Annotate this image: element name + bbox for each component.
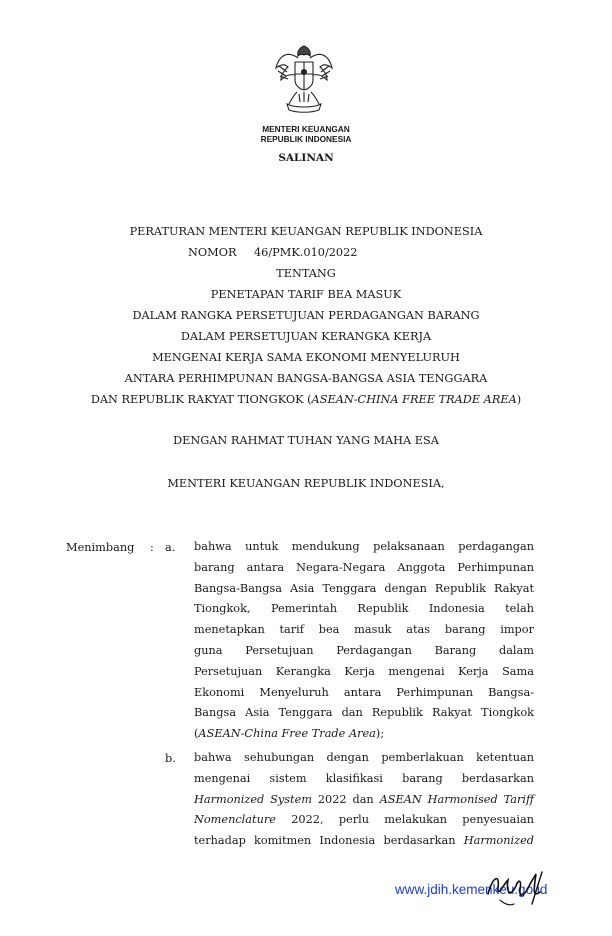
item-a-line: Bangsa Asia Tenggara dan Republik Rakyat Tiongkok <box>194 706 534 720</box>
item-a-line: Bangsa-Bangsa Asia Tenggara dengan Republik Rakyat <box>194 581 534 595</box>
ministry-country: REPUBLIK INDONESIA <box>260 134 352 144</box>
item-a-line: menetapkan tarif bea masuk atas barang impor <box>194 623 534 637</box>
item-b-line: mengenai sistem klasifikasi barang berdasarkan <box>194 771 534 785</box>
item-a-line: Persetujuan Kerangka Kerja mengenai Kerja Sama <box>194 664 534 678</box>
nomor-value: 46/PMK.010/2022 <box>254 246 358 259</box>
item-a-line: barang antara Negara-Negara Anggota Perhimpunan <box>194 560 534 574</box>
subject-line: DALAM RANGKA PERSETUJUAN PERDAGANGAN BARANG <box>132 309 480 322</box>
subject-line: DALAM PERSETUJUAN KERANGKA KERJA <box>180 330 432 343</box>
item-b-line: Harmonized System 2022 dan ASEAN Harmonised Tariff <box>194 792 534 806</box>
item-a-line: bahwa untuk mendukung pelaksanaan perdagangan <box>194 540 534 553</box>
subject-line: MENGENAI KERJA SAMA EKONOMI MENYELURUH <box>152 351 460 364</box>
tentang-label: TENTANG <box>276 267 336 280</box>
menimbang-colon: : <box>150 541 154 554</box>
subject-line: PENETAPAN TARIF BEA MASUK <box>210 288 402 301</box>
subject-line: ANTARA PERHIMPUNAN BANGSA-BANGSA ASIA TENGGARA <box>124 372 488 385</box>
item-a-marker: a. <box>165 541 176 554</box>
subject-line-last: DAN REPUBLIK RAKYAT TIONGKOK (ASEAN-CHINA FREE TRADE AREA) <box>90 393 522 406</box>
item-a-line: Ekonomi Menyeluruh antara Perhimpunan Bangsa- <box>194 685 534 699</box>
signature-mark <box>470 864 560 912</box>
ministry-name: MENTERI KEUANGAN <box>262 124 350 134</box>
item-b-line: terhadap komitmen Indonesia berdasarkan Harmonized <box>194 834 534 848</box>
regulation-title: PERATURAN MENTERI KEUANGAN REPUBLIK INDONESIA <box>129 225 483 238</box>
garuda-emblem-icon <box>273 42 335 114</box>
menimbang-label: Menimbang <box>66 541 135 554</box>
salinan-label: SALINAN <box>278 152 334 164</box>
item-b-line: bahwa sehubungan dengan pemberlakuan ketentuan <box>194 751 534 764</box>
acfta-italic: ASEAN-CHINA FREE TRADE AREA <box>311 393 517 406</box>
rahmat-line: DENGAN RAHMAT TUHAN YANG MAHA ESA <box>173 434 439 447</box>
jdih-website-link[interactable]: www.jdih.kemenkeu.go.id <box>395 882 548 897</box>
item-b-marker: b. <box>165 752 176 765</box>
item-a-line: guna Persetujuan Perdagangan Barang dalam <box>194 643 534 657</box>
item-a-text <box>194 537 534 745</box>
item-b-text <box>194 748 534 852</box>
menteri-line: MENTERI KEUANGAN REPUBLIK INDONESIA, <box>167 477 445 490</box>
item-a-line: Tiongkok, Pemerintah Republik Indonesia telah <box>194 602 534 616</box>
nomor-label: NOMOR <box>188 246 237 259</box>
item-b-line: Nomenclature 2022, perlu melakukan penyesuaian <box>194 813 534 827</box>
item-a-line-last: (ASEAN-China Free Trade Area); <box>194 727 385 741</box>
